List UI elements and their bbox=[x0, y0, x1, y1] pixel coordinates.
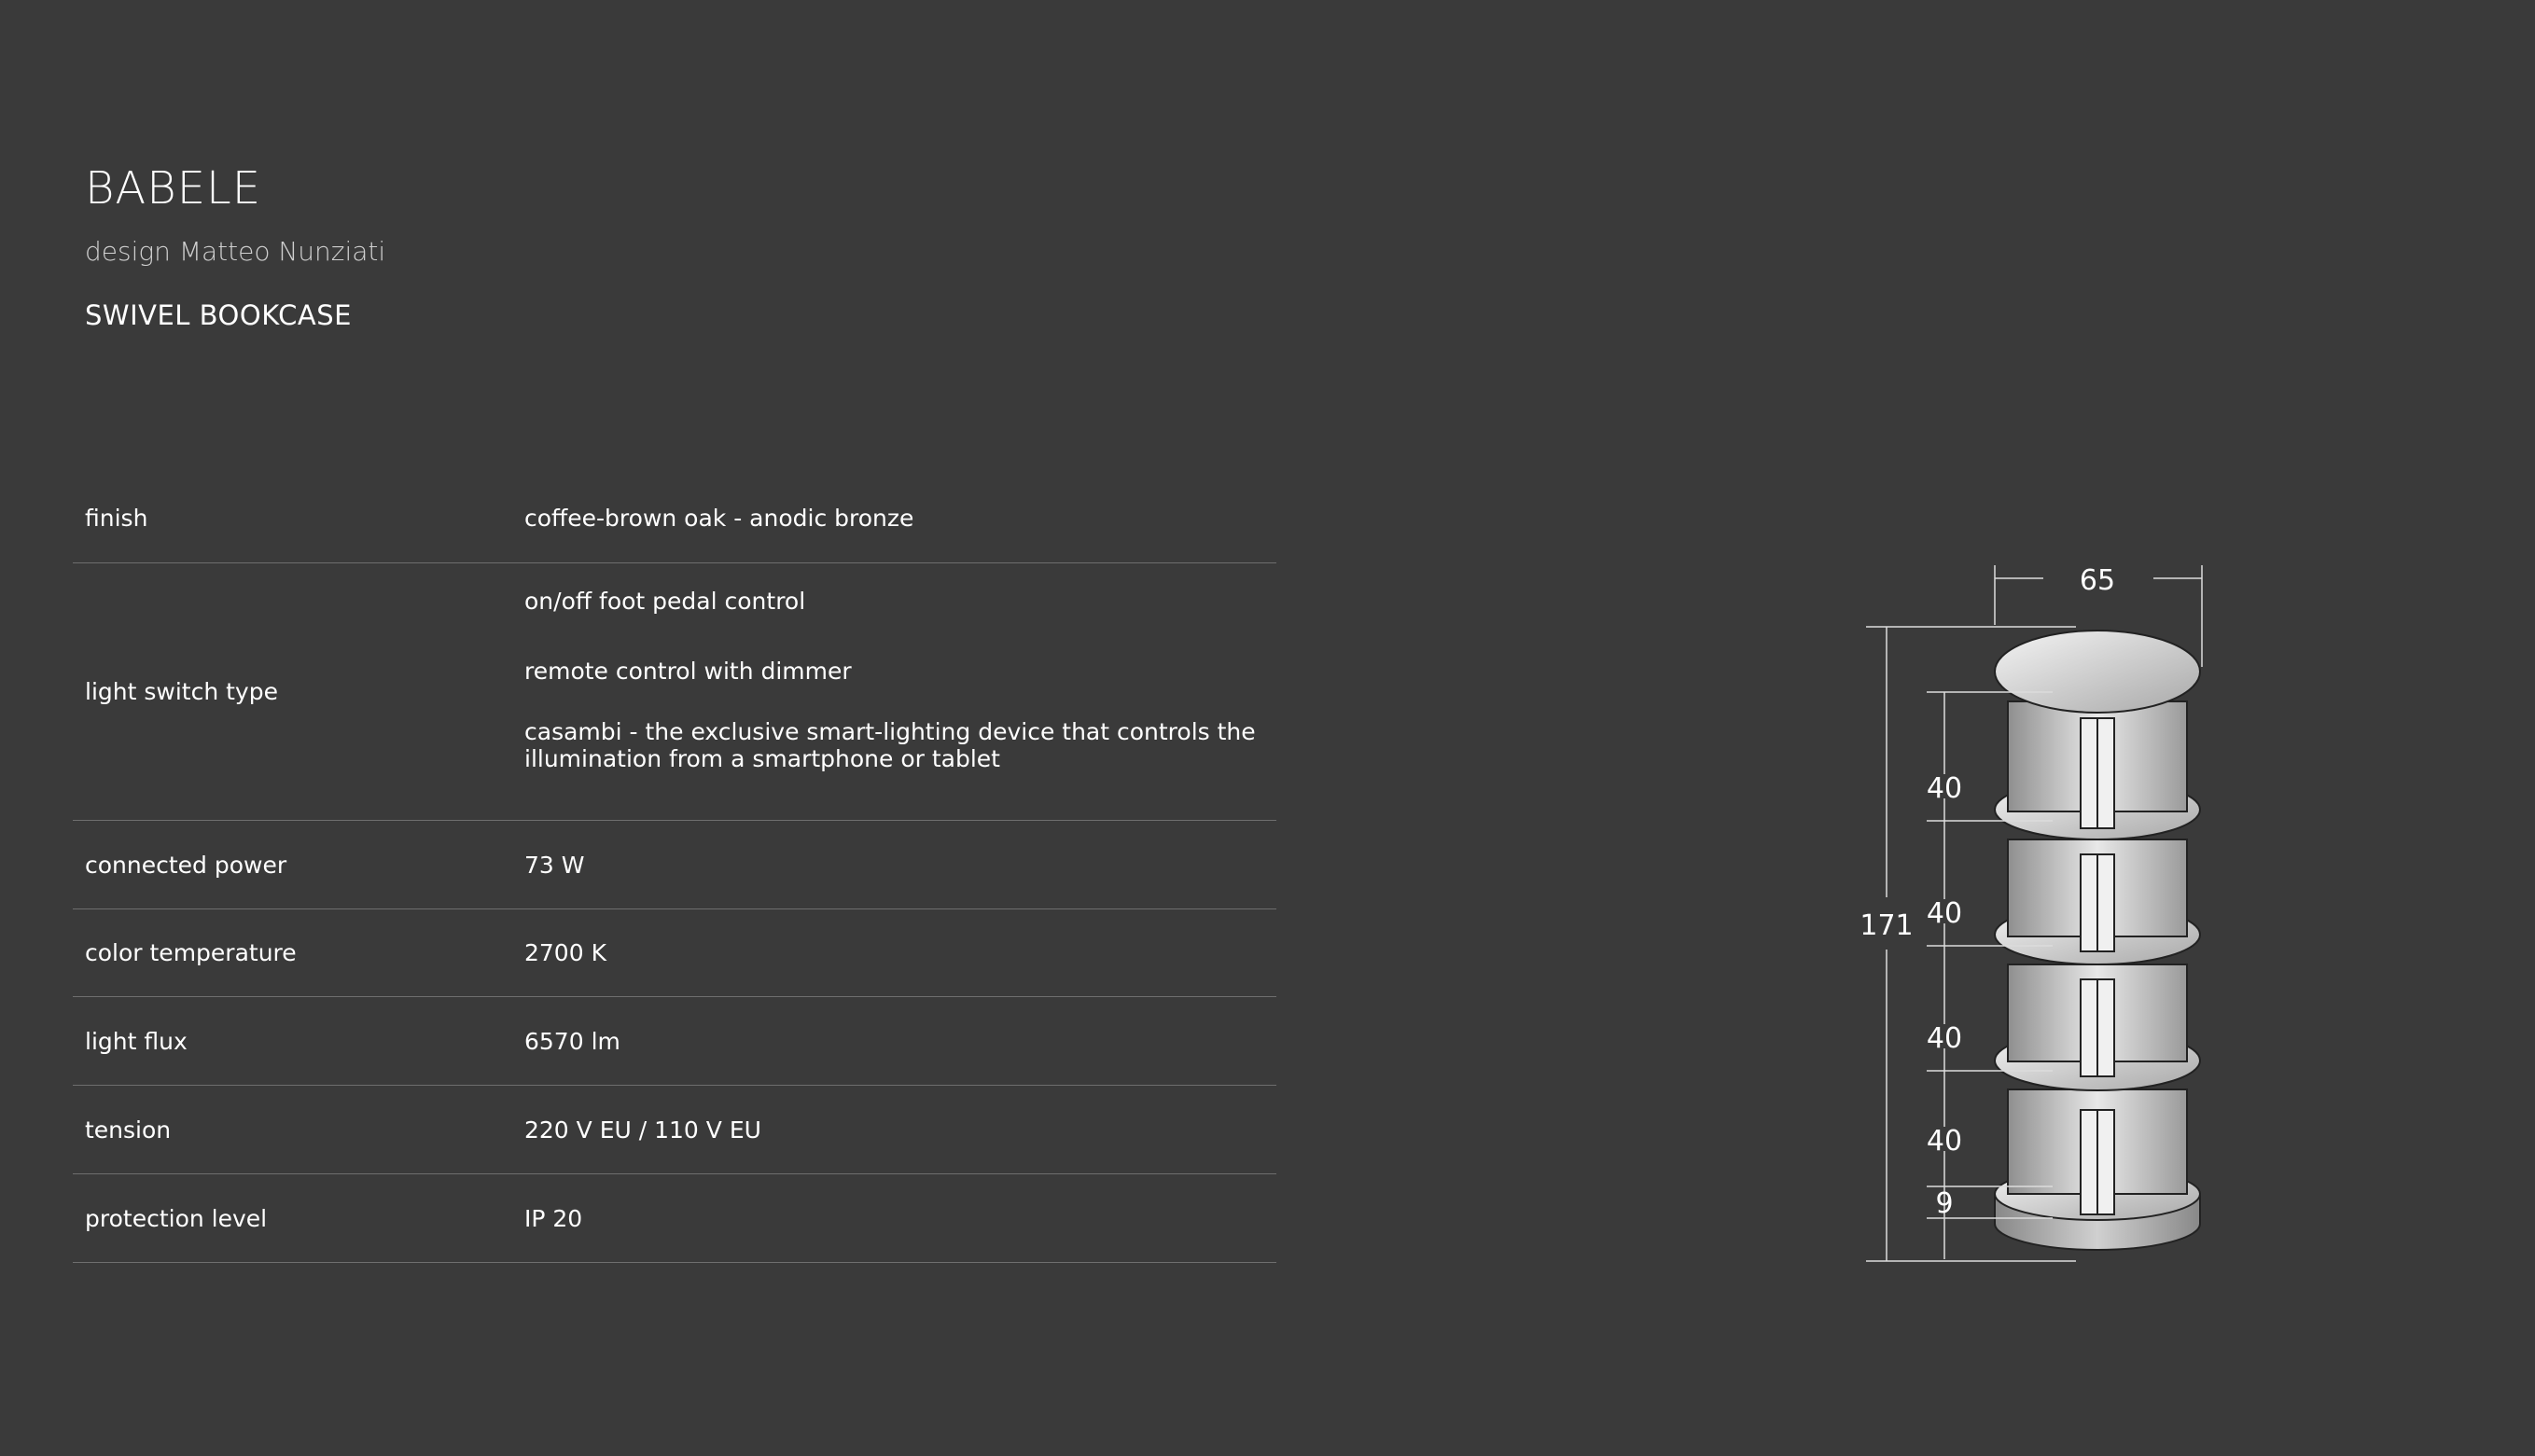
spec-value: on/off foot pedal control bbox=[524, 588, 806, 615]
product-header bbox=[85, 160, 385, 332]
spec-value: coffee-brown oak - anodic bronze bbox=[524, 505, 914, 532]
product-category: SWIVEL BOOKCASE bbox=[85, 299, 352, 331]
spec-value: IP 20 bbox=[524, 1204, 583, 1232]
spec-value: casambi - the exclusive smart-lighting device that controls the bbox=[524, 718, 1256, 745]
width-label: 65 bbox=[2079, 564, 2116, 597]
tier-4-label: 40 bbox=[1926, 1125, 1963, 1158]
tier-2-label: 40 bbox=[1926, 897, 1963, 930]
spec-label: protection level bbox=[85, 1204, 268, 1232]
spec-table bbox=[73, 474, 1276, 1263]
spec-label: connected power bbox=[85, 851, 287, 879]
tier-3-label: 40 bbox=[1926, 1022, 1963, 1055]
spec-value: remote control with dimmer bbox=[524, 658, 852, 685]
spec-label: color temperature bbox=[85, 939, 297, 966]
spec-label: tension bbox=[85, 1116, 172, 1144]
spec-value: illumination from a smartphone or tablet bbox=[524, 745, 1000, 772]
spec-value-list bbox=[524, 563, 1276, 820]
spec-value: 220 V EU / 110 V EU bbox=[524, 1116, 761, 1144]
spec-value: 73 W bbox=[524, 851, 585, 879]
product-title: BABELE bbox=[85, 162, 262, 215]
spec-row-power bbox=[73, 821, 1276, 909]
tier-1-label: 40 bbox=[1926, 772, 1963, 805]
base-label: 9 bbox=[1935, 1187, 1954, 1220]
spec-row-protection bbox=[73, 1174, 1276, 1263]
designer-credit: design Matteo Nunziati bbox=[85, 236, 386, 267]
spec-value: 2700 K bbox=[524, 939, 606, 966]
spec-label: light flux bbox=[85, 1027, 188, 1055]
bookcase-dimension-drawing bbox=[1829, 550, 2230, 1278]
height-label: 171 bbox=[1859, 909, 1914, 942]
spec-row-light-flux bbox=[73, 997, 1276, 1086]
spec-row-tension bbox=[73, 1086, 1276, 1174]
spec-row-light-switch bbox=[73, 563, 1276, 821]
spec-label: light switch type bbox=[85, 678, 278, 705]
bookcase-illustration bbox=[1995, 631, 2200, 1250]
spec-row-finish bbox=[73, 474, 1276, 563]
spec-value: 6570 lm bbox=[524, 1027, 620, 1055]
spec-row-color-temp bbox=[73, 909, 1276, 997]
spec-label: finish bbox=[85, 505, 148, 532]
